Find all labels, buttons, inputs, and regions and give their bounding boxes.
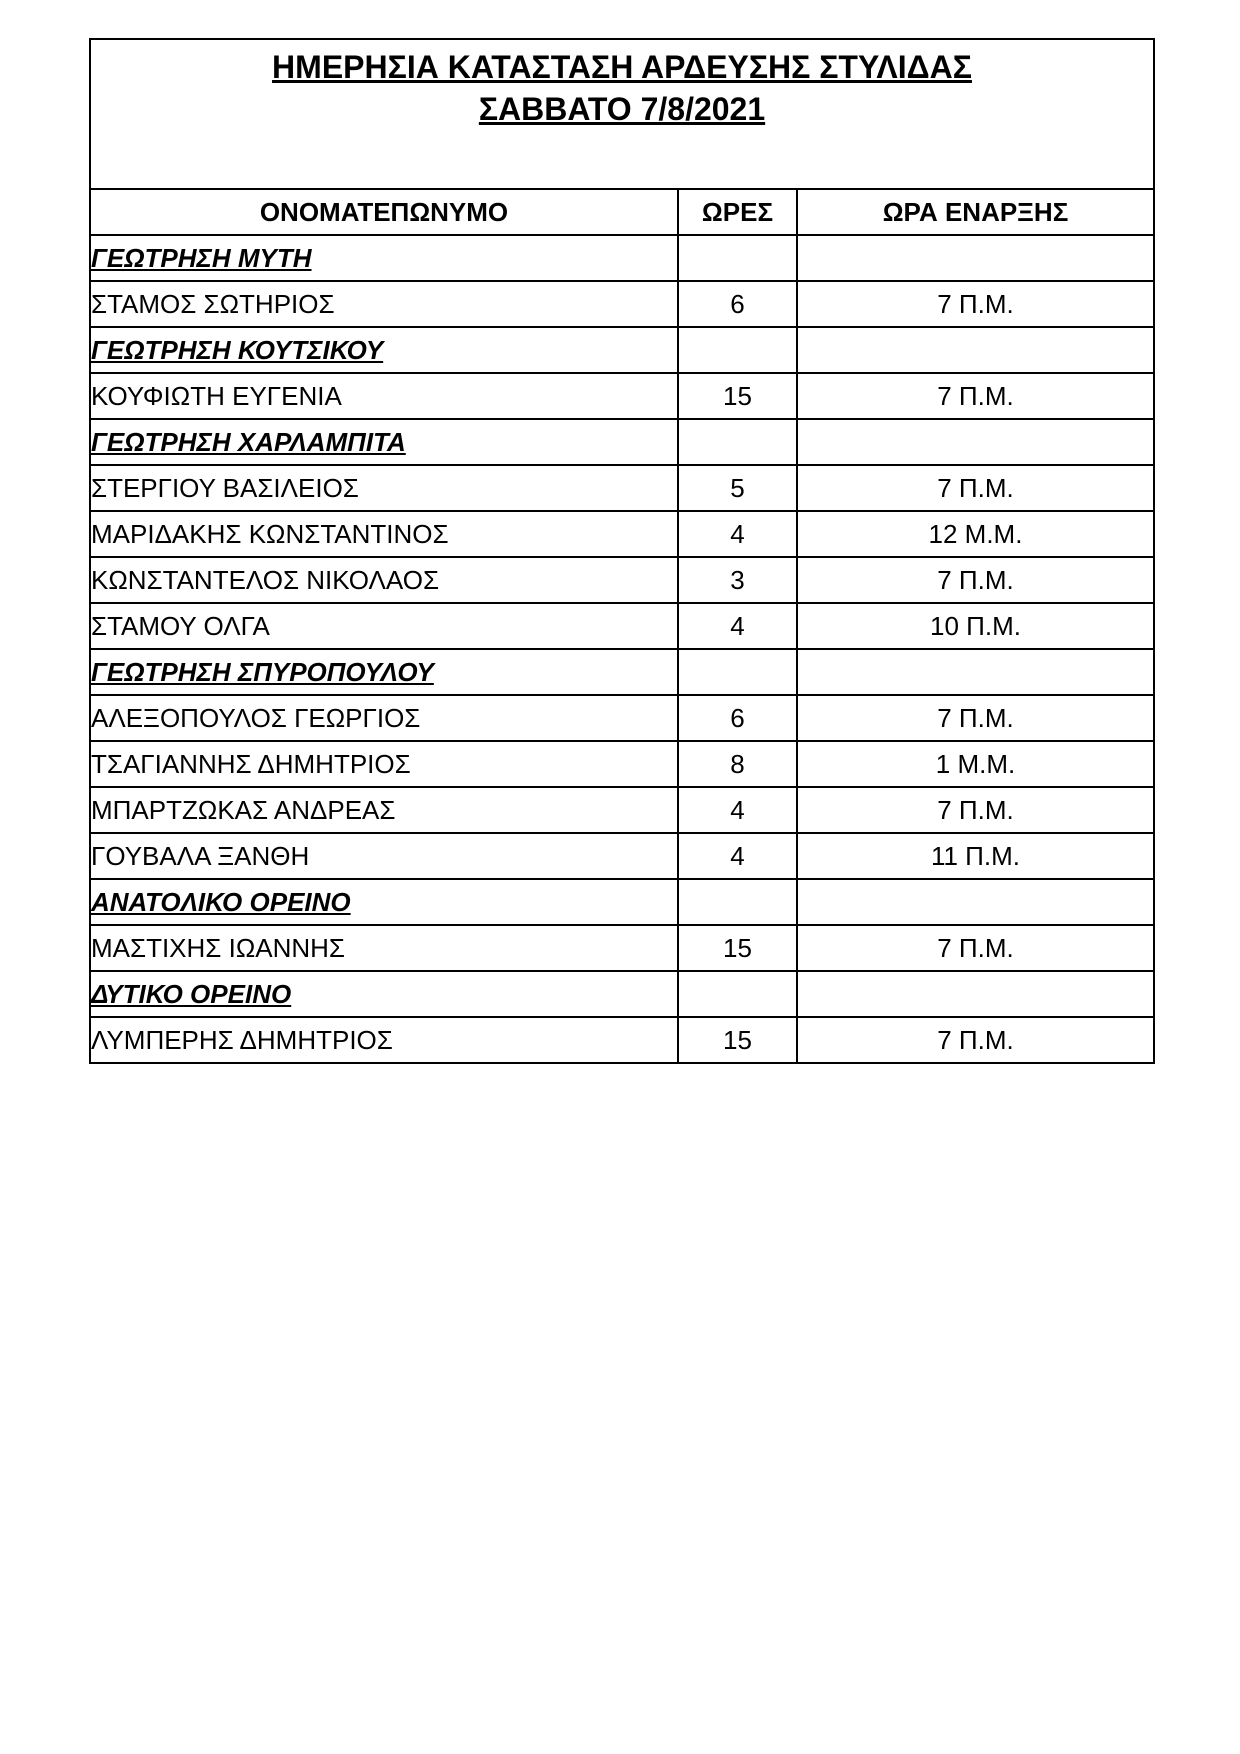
hours-cell: 3 xyxy=(678,557,797,603)
section-title: ΓΕΩΤΡΗΣΗ ΜΥΤΗ xyxy=(90,235,678,281)
table-row xyxy=(90,603,1154,649)
section-row xyxy=(90,327,1154,373)
start-time-cell: 1 Μ.Μ. xyxy=(797,741,1154,787)
column-header-start-time: ΩΡΑ ΕΝΑΡΞΗΣ xyxy=(797,189,1154,235)
section-row xyxy=(90,419,1154,465)
person-name-cell: ΛΥΜΠΕΡΗΣ ΔΗΜΗΤΡΙΟΣ xyxy=(90,1017,678,1063)
hours-cell: 5 xyxy=(678,465,797,511)
person-name-cell: ΚΩΝΣΤΑΝΤΕΛΟΣ ΝΙΚΟΛΑΟΣ xyxy=(90,557,678,603)
person-name-cell: ΑΛΕΞΟΠΟΥΛΟΣ ΓΕΩΡΓΙΟΣ xyxy=(90,695,678,741)
hours-cell: 15 xyxy=(678,925,797,971)
section-hours-empty-cell xyxy=(678,879,797,925)
start-time-cell: 10 Π.Μ. xyxy=(797,603,1154,649)
person-name-cell: ΚΟΥΦΙΩΤΗ ΕΥΓΕΝΙΑ xyxy=(90,373,678,419)
start-time-cell: 7 Π.Μ. xyxy=(797,465,1154,511)
table-row xyxy=(90,373,1154,419)
column-header-hours: ΩΡΕΣ xyxy=(678,189,797,235)
person-name-cell: ΜΑΡΙΔΑΚΗΣ ΚΩΝΣΤΑΝΤΙΝΟΣ xyxy=(90,511,678,557)
start-time-cell: 7 Π.Μ. xyxy=(797,695,1154,741)
section-title: ΓΕΩΤΡΗΣΗ ΣΠΥΡΟΠΟΥΛΟΥ xyxy=(90,649,678,695)
hours-cell: 15 xyxy=(678,373,797,419)
section-row xyxy=(90,879,1154,925)
start-time-cell: 7 Π.Μ. xyxy=(797,787,1154,833)
person-name-cell: ΣΤΕΡΓΙΟΥ ΒΑΣΙΛΕΙΟΣ xyxy=(90,465,678,511)
table-row xyxy=(90,1017,1154,1063)
section-title: ΓΕΩΤΡΗΣΗ ΧΑΡΛΑΜΠΙΤΑ xyxy=(90,419,678,465)
start-time-cell: 7 Π.Μ. xyxy=(797,925,1154,971)
start-time-cell: 7 Π.Μ. xyxy=(797,557,1154,603)
section-row xyxy=(90,649,1154,695)
section-hours-empty-cell xyxy=(678,235,797,281)
hours-cell: 15 xyxy=(678,1017,797,1063)
section-start-empty-cell xyxy=(797,327,1154,373)
start-time-cell: 11 Π.Μ. xyxy=(797,833,1154,879)
section-hours-empty-cell xyxy=(678,971,797,1017)
table-row xyxy=(90,787,1154,833)
start-time-cell: 7 Π.Μ. xyxy=(797,373,1154,419)
person-name-cell: ΣΤΑΜΟΣ ΣΩΤΗΡΙΟΣ xyxy=(90,281,678,327)
person-name-cell: ΓΟΥΒΑΛΑ ΞΑΝΘΗ xyxy=(90,833,678,879)
document-title: ΗΜΕΡΗΣΙΑ ΚΑΤΑΣΤΑΣΗ ΑΡΔΕΥΣΗΣ ΣΤΥΛΙΔΑΣ xyxy=(272,49,972,85)
hours-cell: 4 xyxy=(678,603,797,649)
document-date: ΣΑΒΒΑΤΟ 7/8/2021 xyxy=(478,91,766,127)
section-hours-empty-cell xyxy=(678,327,797,373)
hours-cell: 6 xyxy=(678,695,797,741)
column-header-name: ΟΝΟΜΑΤΕΠΩΝΥΜΟ xyxy=(90,189,678,235)
hours-cell: 4 xyxy=(678,511,797,557)
title-row xyxy=(90,39,1154,189)
person-name-cell: ΜΠΑΡΤΖΩΚΑΣ ΑΝΔΡΕΑΣ xyxy=(90,787,678,833)
hours-cell: 6 xyxy=(678,281,797,327)
table-row xyxy=(90,557,1154,603)
start-time-cell: 7 Π.Μ. xyxy=(797,1017,1154,1063)
start-time-cell: 12 Μ.Μ. xyxy=(797,511,1154,557)
header-row xyxy=(90,189,1154,235)
table-row xyxy=(90,925,1154,971)
section-title: ΓΕΩΤΡΗΣΗ ΚΟΥΤΣΙΚΟΥ xyxy=(90,327,678,373)
hours-cell: 8 xyxy=(678,741,797,787)
irrigation-schedule-sheet xyxy=(89,38,1153,1064)
irrigation-schedule-table xyxy=(89,38,1155,1064)
section-title: ΔΥΤΙΚΟ ΟΡΕΙΝΟ xyxy=(90,971,678,1017)
person-name-cell: ΤΣΑΓΙΑΝΝΗΣ ΔΗΜΗΤΡΙΟΣ xyxy=(90,741,678,787)
section-start-empty-cell xyxy=(797,649,1154,695)
section-row xyxy=(90,235,1154,281)
start-time-cell: 7 Π.Μ. xyxy=(797,281,1154,327)
section-hours-empty-cell xyxy=(678,649,797,695)
section-start-empty-cell xyxy=(797,419,1154,465)
table-row xyxy=(90,741,1154,787)
table-row xyxy=(90,281,1154,327)
section-row xyxy=(90,971,1154,1017)
section-start-empty-cell xyxy=(797,879,1154,925)
person-name-cell: ΣΤΑΜΟΥ ΟΛΓΑ xyxy=(90,603,678,649)
section-start-empty-cell xyxy=(797,971,1154,1017)
section-hours-empty-cell xyxy=(678,419,797,465)
person-name-cell: ΜΑΣΤΙΧΗΣ ΙΩΑΝΝΗΣ xyxy=(90,925,678,971)
hours-cell: 4 xyxy=(678,787,797,833)
table-row xyxy=(90,833,1154,879)
title-cell xyxy=(90,39,1154,189)
table-row xyxy=(90,465,1154,511)
table-row xyxy=(90,695,1154,741)
section-title: ΑΝΑΤΟΛΙΚΟ ΟΡΕΙΝΟ xyxy=(90,879,678,925)
table-row xyxy=(90,511,1154,557)
hours-cell: 4 xyxy=(678,833,797,879)
section-start-empty-cell xyxy=(797,235,1154,281)
